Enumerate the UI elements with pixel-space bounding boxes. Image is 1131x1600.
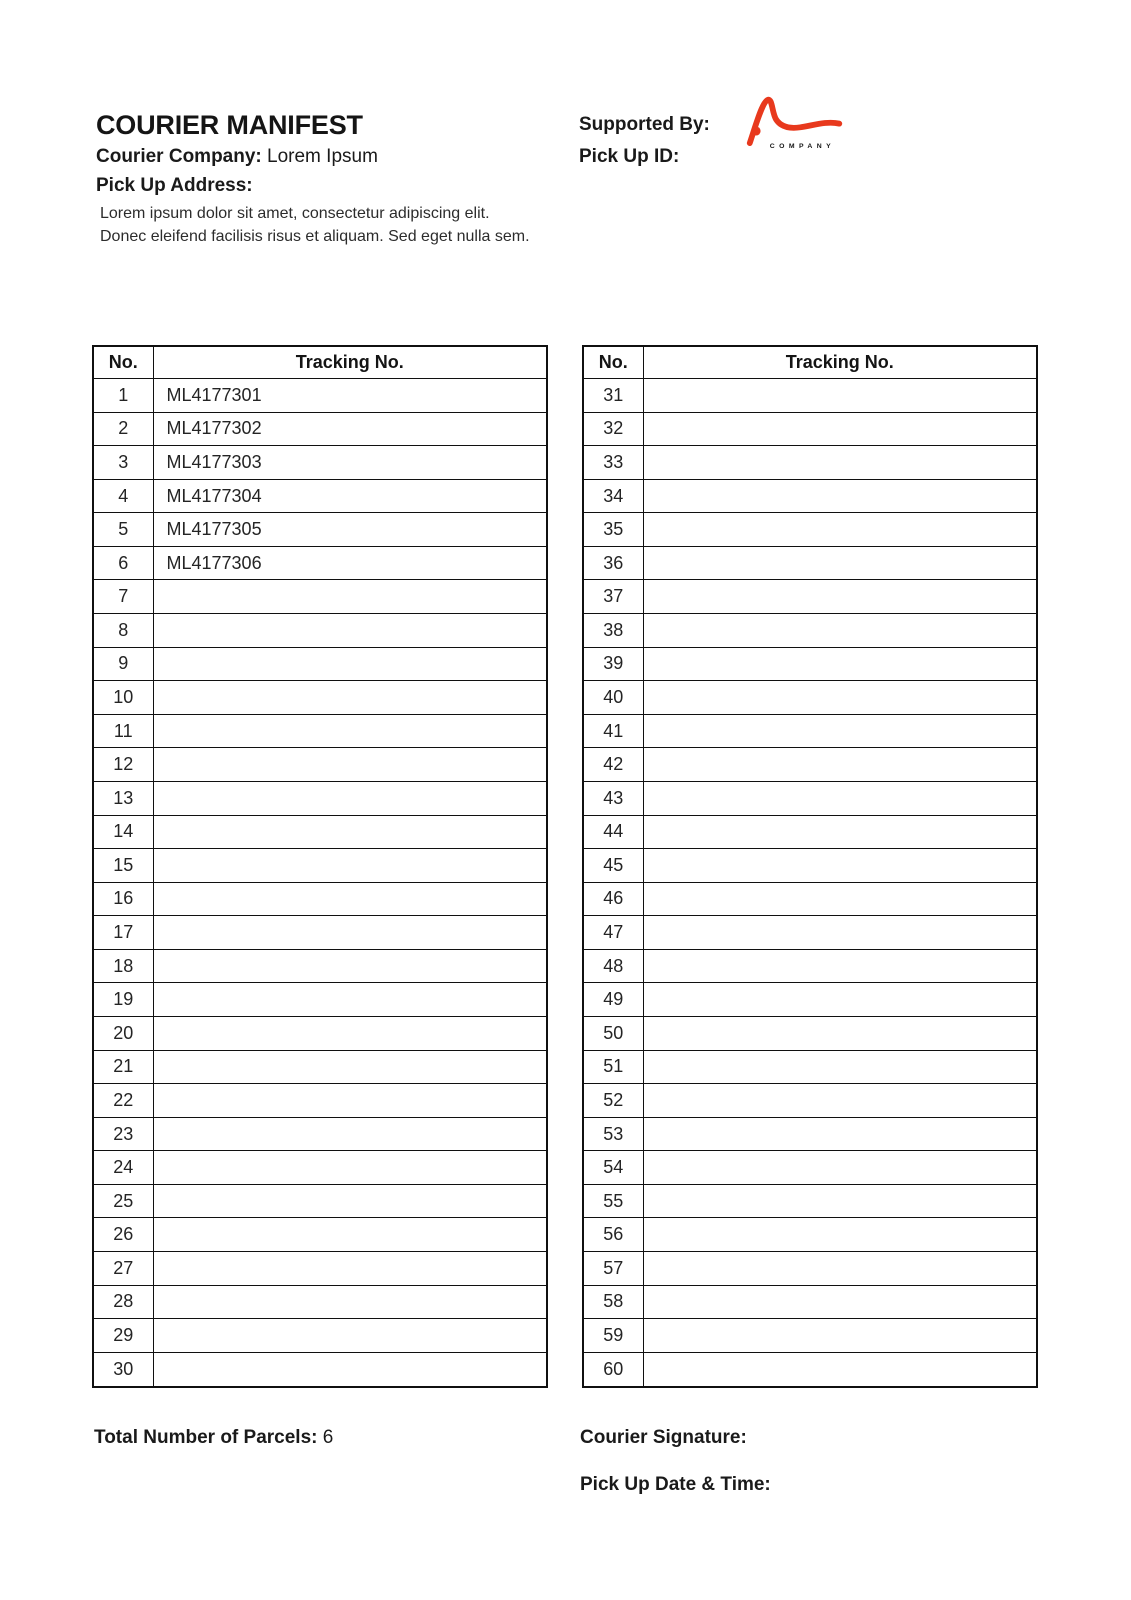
tracking-number-cell bbox=[643, 681, 1037, 715]
table-row bbox=[93, 1184, 547, 1218]
tracking-number-cell bbox=[643, 1117, 1037, 1151]
row-number-cell: 2 bbox=[93, 412, 153, 446]
row-number-cell: 23 bbox=[93, 1117, 153, 1151]
table-row bbox=[583, 546, 1037, 580]
tracking-number-cell bbox=[643, 1050, 1037, 1084]
row-number-cell: 22 bbox=[93, 1084, 153, 1118]
tracking-number-cell bbox=[643, 815, 1037, 849]
table-row bbox=[93, 714, 547, 748]
row-number-cell: 11 bbox=[93, 714, 153, 748]
tracking-number-cell bbox=[643, 1352, 1037, 1387]
row-number-cell: 6 bbox=[93, 546, 153, 580]
tracking-number-cell: ML4177302 bbox=[153, 412, 547, 446]
table-row bbox=[583, 1117, 1037, 1151]
tracking-number-cell: ML4177303 bbox=[153, 446, 547, 480]
row-number-cell: 10 bbox=[93, 681, 153, 715]
row-number-cell: 31 bbox=[583, 379, 643, 413]
tracking-number-cell bbox=[643, 546, 1037, 580]
tracking-number-cell bbox=[643, 1252, 1037, 1286]
table-row bbox=[583, 647, 1037, 681]
courier-signature-label: Courier Signature: bbox=[580, 1427, 747, 1448]
row-number-cell: 9 bbox=[93, 647, 153, 681]
table-row bbox=[93, 681, 547, 715]
row-number-cell: 26 bbox=[93, 1218, 153, 1252]
column-header-tracking: Tracking No. bbox=[153, 346, 547, 379]
row-number-cell: 8 bbox=[93, 614, 153, 648]
row-number-cell: 3 bbox=[93, 446, 153, 480]
tracking-number-cell bbox=[153, 781, 547, 815]
row-number-cell: 52 bbox=[583, 1084, 643, 1118]
tracking-number-cell: ML4177305 bbox=[153, 513, 547, 547]
table-row bbox=[93, 1319, 547, 1353]
table-row bbox=[93, 949, 547, 983]
row-number-cell: 15 bbox=[93, 849, 153, 883]
table-row bbox=[583, 815, 1037, 849]
pickup-address-line-2: Donec eleifend facilisis risus et aliquam. Sed eget nulla sem. bbox=[100, 228, 530, 245]
courier-company-label: Courier Company: bbox=[96, 146, 262, 167]
row-number-cell: 42 bbox=[583, 748, 643, 782]
tracking-number-cell: ML4177304 bbox=[153, 479, 547, 513]
row-number-cell: 1 bbox=[93, 379, 153, 413]
row-number-cell: 32 bbox=[583, 412, 643, 446]
row-number-cell: 50 bbox=[583, 1016, 643, 1050]
row-number-cell: 41 bbox=[583, 714, 643, 748]
tracking-number-cell bbox=[153, 748, 547, 782]
tracking-number-cell bbox=[153, 1117, 547, 1151]
table-row bbox=[583, 379, 1037, 413]
row-number-cell: 30 bbox=[93, 1352, 153, 1387]
table-row bbox=[583, 1252, 1037, 1286]
table-row bbox=[583, 748, 1037, 782]
row-number-cell: 14 bbox=[93, 815, 153, 849]
tracking-number-cell bbox=[643, 1319, 1037, 1353]
row-number-cell: 34 bbox=[583, 479, 643, 513]
row-number-cell: 36 bbox=[583, 546, 643, 580]
tracking-number-cell bbox=[153, 949, 547, 983]
tracking-number-cell bbox=[643, 1016, 1037, 1050]
table-row bbox=[93, 580, 547, 614]
tracking-number-cell bbox=[153, 916, 547, 950]
row-number-cell: 39 bbox=[583, 647, 643, 681]
table-row bbox=[583, 1151, 1037, 1185]
table-row bbox=[583, 1016, 1037, 1050]
row-number-cell: 53 bbox=[583, 1117, 643, 1151]
table-row bbox=[93, 1117, 547, 1151]
column-header-no: No. bbox=[583, 346, 643, 379]
table-row bbox=[93, 1084, 547, 1118]
column-header-tracking: Tracking No. bbox=[643, 346, 1037, 379]
table-row bbox=[583, 849, 1037, 883]
row-number-cell: 13 bbox=[93, 781, 153, 815]
table-row bbox=[93, 1050, 547, 1084]
row-number-cell: 38 bbox=[583, 614, 643, 648]
tracking-number-cell bbox=[643, 882, 1037, 916]
row-number-cell: 12 bbox=[93, 748, 153, 782]
tracking-number-cell bbox=[153, 983, 547, 1017]
tracking-number-cell bbox=[153, 1218, 547, 1252]
tracking-number-cell bbox=[153, 647, 547, 681]
tracking-number-cell bbox=[643, 479, 1037, 513]
table-row bbox=[93, 446, 547, 480]
table-row bbox=[583, 614, 1037, 648]
table-row bbox=[93, 882, 547, 916]
table-row bbox=[583, 714, 1037, 748]
table-row bbox=[583, 1319, 1037, 1353]
row-number-cell: 29 bbox=[93, 1319, 153, 1353]
table-row bbox=[583, 513, 1037, 547]
tracking-number-cell bbox=[643, 916, 1037, 950]
table-row bbox=[93, 513, 547, 547]
row-number-cell: 59 bbox=[583, 1319, 643, 1353]
row-number-cell: 45 bbox=[583, 849, 643, 883]
table-row bbox=[583, 580, 1037, 614]
row-number-cell: 7 bbox=[93, 580, 153, 614]
tracking-number-cell bbox=[643, 1151, 1037, 1185]
tracking-number-cell bbox=[153, 1184, 547, 1218]
table-row bbox=[583, 1352, 1037, 1387]
tracking-number-cell bbox=[643, 1084, 1037, 1118]
company-logo-icon bbox=[735, 90, 853, 152]
row-number-cell: 47 bbox=[583, 916, 643, 950]
tracking-number-cell bbox=[153, 1352, 547, 1387]
table-row bbox=[93, 647, 547, 681]
table-row bbox=[583, 916, 1037, 950]
table-row bbox=[583, 1218, 1037, 1252]
row-number-cell: 51 bbox=[583, 1050, 643, 1084]
row-number-cell: 28 bbox=[93, 1285, 153, 1319]
tracking-number-cell bbox=[643, 849, 1037, 883]
tracking-number-cell bbox=[153, 580, 547, 614]
pickup-address-text bbox=[100, 202, 530, 248]
row-number-cell: 37 bbox=[583, 580, 643, 614]
courier-company-line bbox=[96, 146, 378, 168]
row-number-cell: 56 bbox=[583, 1218, 643, 1252]
table-row bbox=[583, 479, 1037, 513]
table-row bbox=[583, 1084, 1037, 1118]
row-number-cell: 16 bbox=[93, 882, 153, 916]
row-number-cell: 21 bbox=[93, 1050, 153, 1084]
tracking-number-cell bbox=[643, 412, 1037, 446]
table-row bbox=[93, 748, 547, 782]
row-number-cell: 58 bbox=[583, 1285, 643, 1319]
row-number-cell: 24 bbox=[93, 1151, 153, 1185]
table-row bbox=[93, 1218, 547, 1252]
table-row bbox=[583, 412, 1037, 446]
table-row bbox=[583, 446, 1037, 480]
row-number-cell: 49 bbox=[583, 983, 643, 1017]
total-parcels-line bbox=[94, 1427, 333, 1449]
row-number-cell: 18 bbox=[93, 949, 153, 983]
table-row bbox=[93, 479, 547, 513]
company-logo bbox=[735, 90, 853, 152]
table-row bbox=[583, 781, 1037, 815]
pickup-address-label: Pick Up Address: bbox=[96, 175, 253, 196]
row-number-cell: 4 bbox=[93, 479, 153, 513]
tracking-number-cell bbox=[643, 1184, 1037, 1218]
row-number-cell: 20 bbox=[93, 1016, 153, 1050]
tracking-number-cell bbox=[643, 379, 1037, 413]
table-row bbox=[93, 1352, 547, 1387]
row-number-cell: 46 bbox=[583, 882, 643, 916]
table-row bbox=[93, 781, 547, 815]
table-row bbox=[93, 916, 547, 950]
table-row bbox=[93, 412, 547, 446]
tracking-number-cell bbox=[643, 714, 1037, 748]
logo-company-text: COMPANY bbox=[769, 142, 836, 150]
table-row bbox=[583, 949, 1037, 983]
table-row bbox=[583, 882, 1037, 916]
tracking-number-cell bbox=[643, 614, 1037, 648]
courier-company-value: Lorem Ipsum bbox=[267, 146, 378, 167]
table-row bbox=[93, 1285, 547, 1319]
total-parcels-label: Total Number of Parcels: bbox=[94, 1427, 318, 1448]
row-number-cell: 60 bbox=[583, 1352, 643, 1387]
pickup-id-label: Pick Up ID: bbox=[579, 146, 680, 167]
tracking-number-cell bbox=[153, 1084, 547, 1118]
tracking-number-cell bbox=[153, 1151, 547, 1185]
tracking-number-cell bbox=[643, 513, 1037, 547]
row-number-cell: 19 bbox=[93, 983, 153, 1017]
table-row bbox=[93, 849, 547, 883]
tracking-number-cell bbox=[643, 983, 1037, 1017]
tracking-number-cell bbox=[153, 614, 547, 648]
supported-by-label: Supported By: bbox=[579, 114, 710, 135]
manifest-table-right bbox=[582, 345, 1038, 1388]
tracking-number-cell bbox=[153, 1050, 547, 1084]
table-row bbox=[583, 681, 1037, 715]
row-number-cell: 48 bbox=[583, 949, 643, 983]
table-row bbox=[93, 546, 547, 580]
tracking-number-cell bbox=[153, 1319, 547, 1353]
tracking-number-cell bbox=[153, 815, 547, 849]
row-number-cell: 40 bbox=[583, 681, 643, 715]
tracking-number-cell: ML4177306 bbox=[153, 546, 547, 580]
tracking-number-cell: ML4177301 bbox=[153, 379, 547, 413]
tracking-number-cell bbox=[643, 1285, 1037, 1319]
table-header-row bbox=[583, 346, 1037, 379]
tracking-number-cell bbox=[153, 1285, 547, 1319]
row-number-cell: 35 bbox=[583, 513, 643, 547]
tracking-number-cell bbox=[643, 446, 1037, 480]
row-number-cell: 44 bbox=[583, 815, 643, 849]
tracking-number-cell bbox=[153, 714, 547, 748]
tracking-number-cell bbox=[643, 781, 1037, 815]
manifest-table-left bbox=[92, 345, 548, 1388]
tracking-number-cell bbox=[153, 1252, 547, 1286]
total-parcels-value: 6 bbox=[322, 1427, 334, 1448]
table-row bbox=[93, 614, 547, 648]
table-row bbox=[93, 983, 547, 1017]
row-number-cell: 33 bbox=[583, 446, 643, 480]
page-title: COURIER MANIFEST bbox=[96, 110, 363, 140]
row-number-cell: 25 bbox=[93, 1184, 153, 1218]
table-row bbox=[93, 1016, 547, 1050]
table-row bbox=[93, 815, 547, 849]
table-row bbox=[583, 1285, 1037, 1319]
tracking-number-cell bbox=[643, 1218, 1037, 1252]
logo-dot bbox=[752, 126, 761, 135]
row-number-cell: 54 bbox=[583, 1151, 643, 1185]
table-row bbox=[583, 1050, 1037, 1084]
pickup-address-line-1: Lorem ipsum dolor sit amet, consectetur adipiscing elit. bbox=[100, 205, 490, 222]
table-header-row bbox=[93, 346, 547, 379]
table-row bbox=[583, 983, 1037, 1017]
tracking-number-cell bbox=[643, 647, 1037, 681]
tracking-number-cell bbox=[153, 849, 547, 883]
logo-swoosh bbox=[750, 100, 840, 143]
row-number-cell: 57 bbox=[583, 1252, 643, 1286]
row-number-cell: 27 bbox=[93, 1252, 153, 1286]
tracking-number-cell bbox=[643, 949, 1037, 983]
row-number-cell: 17 bbox=[93, 916, 153, 950]
column-header-no: No. bbox=[93, 346, 153, 379]
row-number-cell: 55 bbox=[583, 1184, 643, 1218]
row-number-cell: 43 bbox=[583, 781, 643, 815]
tracking-number-cell bbox=[153, 681, 547, 715]
pickup-datetime-label: Pick Up Date & Time: bbox=[580, 1474, 771, 1495]
tracking-number-cell bbox=[153, 882, 547, 916]
tracking-number-cell bbox=[153, 1016, 547, 1050]
row-number-cell: 5 bbox=[93, 513, 153, 547]
tracking-number-cell bbox=[643, 580, 1037, 614]
table-row bbox=[93, 379, 547, 413]
table-row bbox=[93, 1151, 547, 1185]
table-row bbox=[583, 1184, 1037, 1218]
tracking-number-cell bbox=[643, 748, 1037, 782]
table-row bbox=[93, 1252, 547, 1286]
